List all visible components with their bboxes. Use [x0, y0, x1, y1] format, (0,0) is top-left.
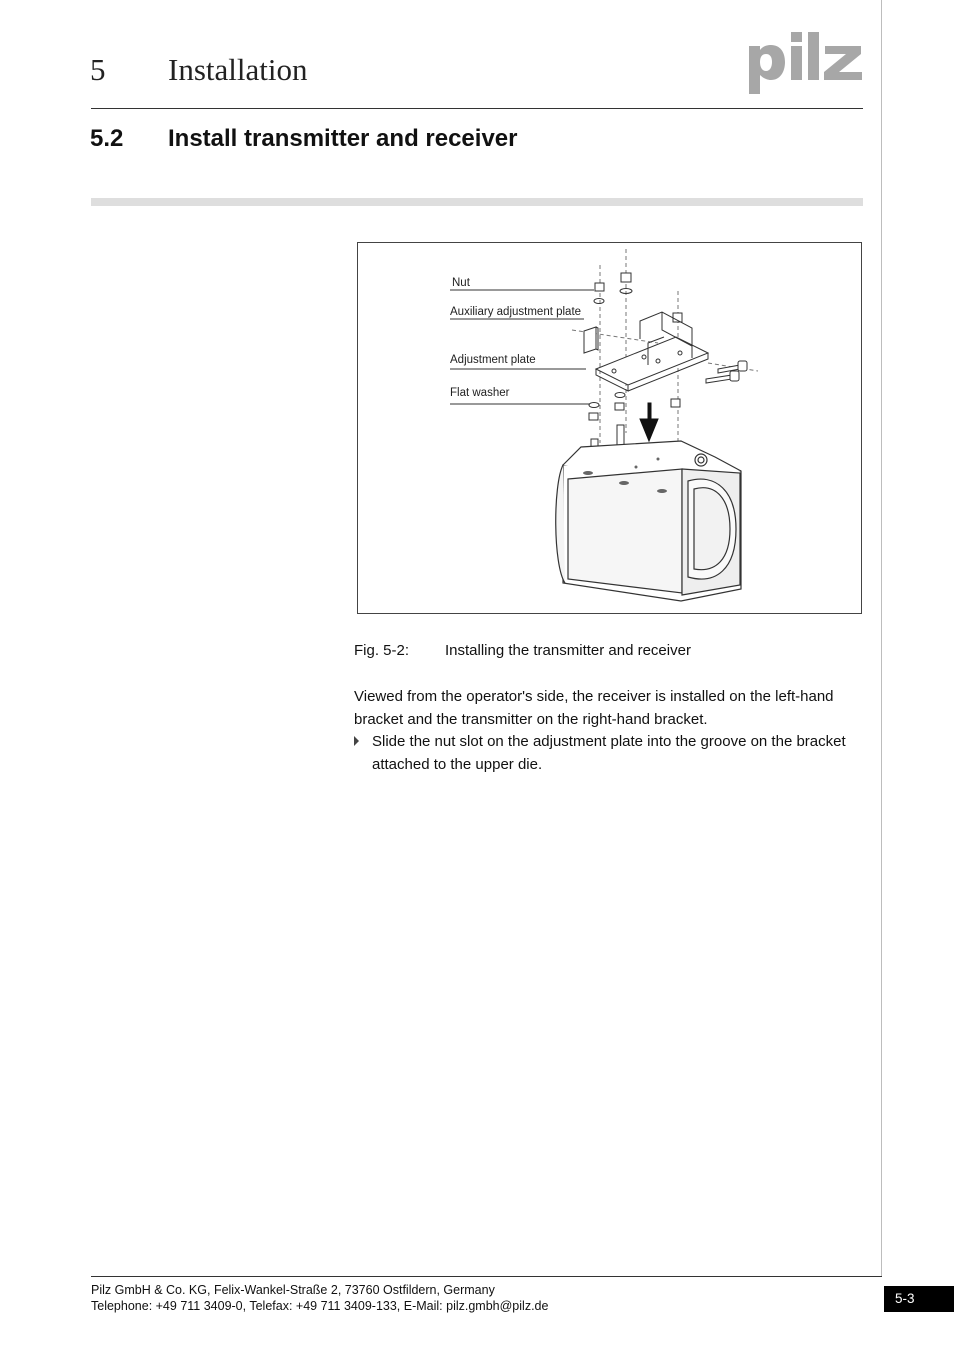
label-adjustment-plate: Adjustment plate [450, 354, 536, 366]
installation-drawing [358, 243, 863, 615]
page-number-badge: 5-3 [884, 1286, 954, 1312]
figure-caption-number: Fig. 5-2: [354, 642, 410, 659]
label-flat-washer: Flat washer [450, 387, 510, 399]
section-divider-bar [91, 198, 863, 206]
footer-rule [91, 1276, 882, 1277]
page-right-rule [881, 0, 882, 1277]
chapter-title: Installation [168, 52, 308, 87]
section-title: Install transmitter and receiver [168, 125, 518, 152]
footer-contact: Telephone: +49 711 3409-0, Telefax: +49 711 3409-133, E-Mail: pilz.gmbh@pilz.de [91, 1299, 549, 1313]
instruction-step [354, 730, 864, 776]
step-arrow-icon [354, 736, 359, 746]
footer-address: Pilz GmbH & Co. KG, Felix-Wankel-Straße 2, 73760 Ostfildern, Germany [91, 1283, 495, 1297]
installation-figure [357, 242, 862, 614]
label-nut: Nut [452, 277, 470, 289]
section-number: 5.2 [90, 125, 124, 152]
label-auxiliary-adjustment-plate: Auxiliary adjustment plate [450, 306, 582, 318]
figure-caption-text: Installing the transmitter and receiver [445, 642, 691, 659]
header-rule [91, 108, 863, 109]
chapter-number: 5 [90, 52, 106, 87]
instruction-step-text: Slide the nut slot on the adjustment plate into the groove on the bracket attached to the upper die. [372, 733, 846, 773]
body-paragraph: Viewed from the operator's side, the receiver is installed on the left-hand bracket and the transmitter on the right-hand bracket. [354, 688, 834, 728]
pilz-logo [747, 30, 865, 94]
